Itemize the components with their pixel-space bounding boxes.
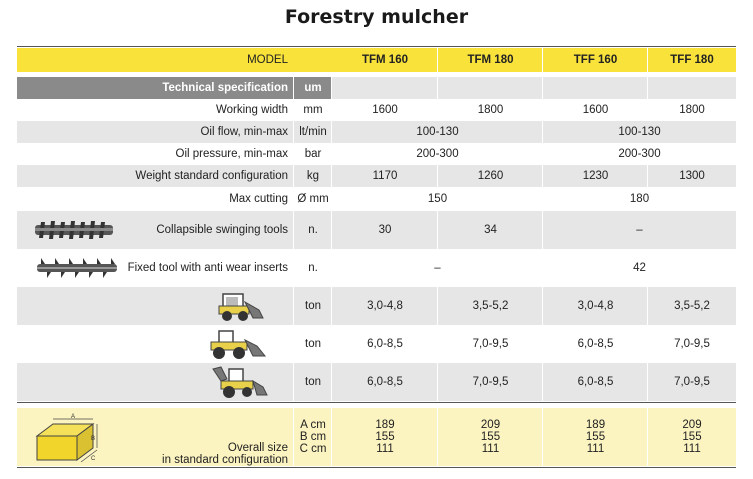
value: 111 — [586, 443, 605, 455]
value: 6,0-8,5 — [367, 376, 403, 388]
value: 155 — [375, 431, 395, 443]
overall-values-1 — [332, 408, 438, 466]
row-oil-flow — [17, 121, 736, 143]
row-label: Oil flow, min-max — [200, 126, 288, 138]
row-label: Working width — [215, 104, 288, 116]
value: 1800 — [679, 104, 705, 116]
value: 1600 — [372, 104, 398, 116]
box-label-a: A — [71, 414, 76, 420]
spec-header-row — [17, 77, 736, 99]
value: 111 — [683, 443, 701, 455]
row-um: kg — [306, 170, 320, 182]
model-4: TFF 180 — [670, 54, 714, 66]
row-um: bar — [304, 148, 322, 160]
model-2: TFM 180 — [467, 54, 514, 66]
value: 7,0-9,5 — [674, 376, 710, 388]
row-label: Max cutting — [229, 193, 288, 205]
row-working-width — [17, 99, 736, 121]
value: 6,0-8,5 — [577, 376, 614, 388]
overall-values-3 — [543, 408, 648, 466]
box-label-c: C — [91, 456, 96, 462]
value: 42 — [633, 262, 646, 274]
row-um: ton — [305, 300, 321, 312]
value: – — [636, 224, 643, 236]
value: 209 — [480, 419, 501, 431]
top-divider — [17, 46, 736, 47]
row-um: ton — [305, 376, 321, 388]
page-title: Forestry mulcher — [284, 6, 469, 28]
overall-label-line1: Overall size — [227, 442, 288, 454]
model-label: MODEL — [247, 54, 288, 66]
value: 155 — [585, 431, 606, 443]
row-backhoe-loader — [17, 363, 736, 401]
row-wheel-loader — [17, 325, 736, 363]
value: 30 — [378, 224, 392, 236]
value: 111 — [481, 443, 500, 455]
divider — [17, 402, 736, 403]
row-um: n. — [308, 224, 318, 236]
wheel-loader-icon — [207, 328, 269, 360]
row-collapsible-tools — [17, 211, 736, 249]
value: 6,0-8,5 — [367, 338, 403, 350]
overall-label — [17, 408, 294, 466]
bottom-divider — [17, 467, 736, 468]
row-skid-steer — [17, 287, 736, 325]
row-label: Fixed tool with anti wear inserts — [127, 262, 288, 274]
overall-um — [294, 408, 332, 466]
value: 155 — [682, 431, 702, 443]
row-um: Ø mm — [297, 193, 329, 205]
row-um: lt/min — [299, 126, 327, 138]
value: – — [434, 262, 441, 274]
value: 3,0-4,8 — [577, 300, 614, 312]
row-oil-pressure — [17, 143, 736, 165]
spec-header-label: Technical specification — [17, 77, 294, 99]
row-um: ton — [305, 338, 321, 350]
row-label: Oil pressure, min-max — [175, 148, 288, 160]
value: 1800 — [477, 104, 504, 116]
value: 7,0-9,5 — [472, 338, 509, 350]
um-c: C cm — [299, 443, 327, 455]
value: 1300 — [679, 170, 705, 182]
row-weight — [17, 165, 736, 187]
um-b: B cm — [299, 431, 327, 443]
value: 180 — [629, 193, 650, 205]
value: 200-300 — [618, 148, 661, 160]
value: 189 — [585, 419, 606, 431]
value: 34 — [484, 224, 497, 236]
value: 3,5-5,2 — [674, 300, 710, 312]
row-overall-size — [17, 408, 736, 466]
value: 111 — [376, 443, 394, 455]
row-label: Weight standard configuration — [135, 170, 288, 182]
row-label: Collapsible swinging tools — [156, 224, 288, 236]
spec-header-um: um — [294, 77, 332, 99]
row-um: mm — [303, 104, 323, 116]
overall-values-4 — [648, 408, 736, 466]
model-header-row — [17, 48, 736, 72]
value: 7,0-9,5 — [472, 376, 509, 388]
value: 189 — [375, 419, 395, 431]
overall-values-2 — [438, 408, 543, 466]
value: 150 — [427, 193, 448, 205]
value: 1170 — [372, 170, 398, 182]
model-1: TFM 160 — [361, 54, 408, 66]
value: 6,0-8,5 — [577, 338, 614, 350]
value: 155 — [480, 431, 501, 443]
row-max-cutting — [17, 187, 736, 211]
overall-label-line2: in standard configuration — [162, 454, 288, 466]
value: 1600 — [582, 104, 609, 116]
row-um: n. — [308, 262, 318, 274]
value: 1260 — [477, 170, 504, 182]
backhoe-loader-icon — [211, 365, 269, 399]
row-fixed-tool — [17, 249, 736, 287]
value: 200-300 — [416, 148, 459, 160]
value: 100-130 — [618, 126, 661, 138]
value: 100-130 — [416, 126, 459, 138]
value: 209 — [682, 419, 702, 431]
skid-steer-loader-icon — [215, 290, 267, 322]
um-a: A cm — [300, 419, 326, 431]
value: 3,0-4,8 — [367, 300, 403, 312]
value: 3,5-5,2 — [472, 300, 509, 312]
value: 1230 — [582, 170, 609, 182]
box-label-b: B — [91, 436, 96, 442]
value: 7,0-9,5 — [674, 338, 710, 350]
model-3: TFF 160 — [573, 54, 618, 66]
